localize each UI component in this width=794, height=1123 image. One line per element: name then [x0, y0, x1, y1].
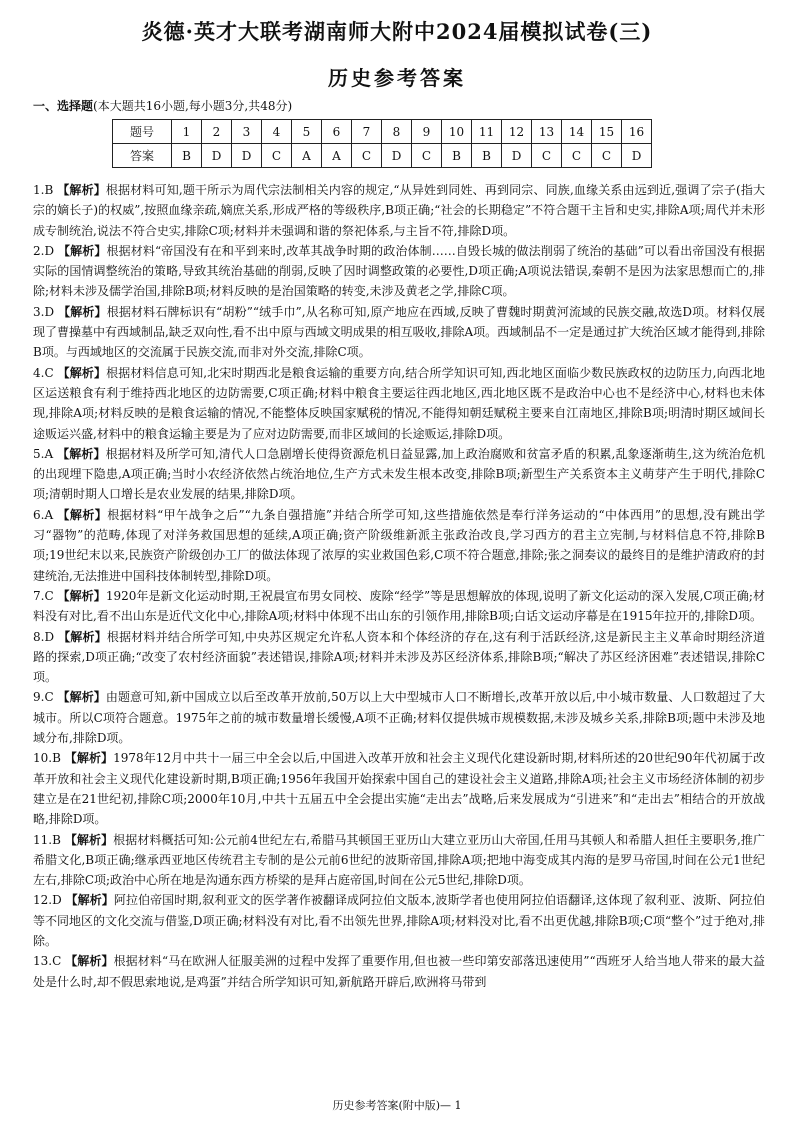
answer-table-number-row — [113, 120, 652, 144]
answer-cell: B — [172, 144, 202, 168]
question-explanation — [33, 627, 765, 688]
answer-cell: D — [622, 144, 652, 168]
answer-table-answer-row — [113, 144, 652, 168]
answer-table — [112, 119, 652, 168]
question-answer: 4.C — [33, 365, 54, 380]
question-answer: 13.C — [33, 954, 62, 969]
analysis-text: 根据材料石牌标识有“胡粉”“绒手巾”,从名称可知,原产地应在西域,反映了曹魏时期黄河流域的民族交融,故选D项。材料仅展现了曹操墓中有西域制品,缺乏双向性,看不出中原与西域文明成果的相互吸收,排除A项。西域制品不一定是通过扩大统治区域才能得到,排除B项。与西域地区的交流属于民族交流,而非对外交流,排除C项。 — [33, 304, 765, 360]
analysis-text: 由题意可知,新中国成立以后至改革开放前,50万以上大中型城市人口不断增长,改革开放以后,中小城市数量、人口数超过了大城市。所以C项符合题意。1975年之前的城市数量增长缓慢,A项不正确;材料仅提供城市规模数据,未涉及城乡关系,排除B项;题中未涉及地域分布,排除D项。 — [33, 690, 765, 746]
question-number-cell: 11 — [472, 120, 502, 144]
answer-cell: A — [292, 144, 322, 168]
analysis-tag: 【解析】 — [57, 365, 107, 380]
question-number-cell: 13 — [532, 120, 562, 144]
question-answer: 2.D — [33, 243, 55, 258]
analysis-text: 根据材料“甲午战争之后”“九条自强措施”并结合所学可知,这些措施依然是奉行洋务运动的“中体西用”的思想,没有跳出学习“器物”的范畴,体现了对洋务救国思想的延续,A项正确;资产阶级维新派主张政治改良,学习西方的君主立宪制,与材料信息不符,排除B项;19世纪末以来,民族资产阶级创办工厂的做法体现了浓厚的实业救国色彩,C项不符合题意,排除;张之洞奏议的最终目的是维护清政府的封建统治,无法推进中国科技体制转型,排除D项。 — [33, 507, 765, 583]
analysis-text: 根据材料信息可知,北宋时期西北是粮食运输的重要方向,结合所学知识可知,西北地区面临少数民族政权的边防压力,向西北地区运送粮食有利于维持西北地区的边防需要,C项正确;材料中粮食主要运往西北地区,西北地区既不是政治中心也不是经济中心,材料也未体现,排除A项;材料反映的是粮食运输的情况,不能整体反映国家赋税的情况,不能得知朝廷赋税主要来自江南地区,排除B项;明清时期区域间长途贩运兴盛,材料中的粮食运输主要是为了应对边防需要,而非区域间的长途贩运,排除D项。 — [33, 365, 765, 441]
analysis-text: 根据材料及所学可知,清代人口急剧增长使得资源危机日益显露,加上政治腐败和贫富矛盾的积累,乱象逐渐萌生,这为统治危机的出现埋下隐患,A项正确;当时小农经济依然占统治地位,生产方式未发生根本改变,排除B项;新型生产关系资本主义萌芽产生于明代,排除C项;清朝时期人口增长是农业发展的结果,排除D项。 — [33, 446, 765, 502]
analysis-tag: 【解析】 — [57, 588, 106, 603]
section-heading — [33, 97, 292, 114]
question-answer: 8.D — [33, 629, 55, 644]
analysis-tag: 【解析】 — [57, 446, 106, 461]
analysis-tag: 【解析】 — [65, 954, 114, 969]
analysis-tag: 【解析】 — [57, 507, 108, 522]
question-number-cell: 2 — [202, 120, 232, 144]
analysis-text: 阿拉伯帝国时期,叙利亚文的医学著作被翻译成阿拉伯文版本,波斯学者也使用阿拉伯语翻译,这体现了叙利亚、波斯、阿拉伯等不同地区的文化交流与借鉴,D项正确;材料没有对比,看不出领先世界,排除A项;材料没对比,看不出更优越,排除B项;C项“整个”过于绝对,排除。 — [33, 893, 765, 948]
question-answer: 11.B — [33, 832, 61, 847]
question-explanation — [33, 363, 765, 444]
question-answer: 12.D — [33, 893, 62, 908]
page-footer: 历史参考答案(附中版)— 1 — [332, 1099, 462, 1112]
answer-cell: C — [532, 144, 562, 168]
explanations — [33, 180, 765, 992]
question-number-cell: 7 — [352, 120, 382, 144]
analysis-tag: 【解析】 — [57, 690, 106, 705]
question-explanation — [33, 505, 765, 586]
answer-cell: C — [592, 144, 622, 168]
question-explanation — [33, 830, 765, 891]
question-answer: 10.B — [33, 751, 61, 766]
analysis-tag: 【解析】 — [58, 243, 107, 258]
row-label-answer: 答案 — [113, 144, 172, 168]
question-explanation — [33, 951, 765, 992]
analysis-tag: 【解析】 — [64, 751, 114, 766]
question-explanation — [33, 586, 765, 627]
answer-cell: C — [562, 144, 592, 168]
answer-cell: B — [472, 144, 502, 168]
question-explanation — [33, 241, 765, 302]
question-number-cell: 16 — [622, 120, 652, 144]
question-explanation — [33, 687, 765, 748]
analysis-text: 1920年是新文化运动时期,王祝晨宣布男女同校、废除“经学”等是思想解放的体现,说明了新文化运动的深入发展,C项正确;材料没有对比,看不出山东是近代文化中心,排除A项;材料中体现不出山东的引领作用,排除B项;白话文运动序幕是在1915年拉开的,排除D项。 — [33, 588, 765, 624]
section-label: 一、选择题 — [33, 99, 94, 113]
analysis-text: 根据材料概括可知:公元前4世纪左右,希腊马其顿国王亚历山大建立亚历山大帝国,任用马其顿人和希腊人担任主要职务,推广希腊文化,B项正确;继承西亚地区传统君主专制的是公元前6世纪的波斯帝国,排除A项;把地中海变成其内海的是罗马帝国,时间在公元1世纪左右,排除C项;政治中心所在地是沟通东西方桥梁的是拜占庭帝国,时间在公元5世纪,排除D项。 — [33, 832, 765, 888]
answer-cell: D — [382, 144, 412, 168]
question-explanation — [33, 180, 765, 241]
analysis-text: 根据材料并结合所学可知,中央苏区规定允许私人资本和个体经济的存在,这有利于活跃经济,这是新民主主义革命时期经济道路的探索,D项正确;“改变了农村经济面貌”表述错误,排除A项;材料并未涉及苏区经济体系,排除B项;“解决了苏区经济困难”表述错误,排除C项。 — [33, 629, 765, 685]
analysis-tag: 【解析】 — [58, 304, 107, 319]
question-number-cell: 9 — [412, 120, 442, 144]
answer-cell: D — [202, 144, 232, 168]
question-explanation — [33, 890, 765, 951]
analysis-tag: 【解析】 — [65, 893, 114, 908]
analysis-text: 根据材料“帝国没有在和平到来时,改革其战争时期的政治体制……自毁长城的做法削弱了统治的基础”可以看出帝国没有根据实际的国情调整统治的策略,导致其统治基础的削弱,反映了因时调整政策的必要性,D项正确;A项说法错误,秦朝不是因为法家思想而亡的,排除;材料未涉及儒学治国,排除B项;材料反映的是治国策略的转变,未涉及黄老之学,排除C项。 — [33, 243, 765, 299]
answer-cell: C — [352, 144, 382, 168]
question-answer: 1.B — [33, 183, 54, 197]
question-explanation — [33, 302, 765, 363]
answer-cell: B — [442, 144, 472, 168]
analysis-text: 根据材料可知,题干所示为周代宗法制相关内容的规定,“从异姓到同姓、再到同宗、同族,血缘关系由远到近,强调了宗子(指大宗的嫡长子)的权威”,按照血缘亲疏,嫡庶关系,形成严格的等级秩序,B项正确;“社会的长期稳定”不符合题干主旨和史实,排除A项;周代并未形成专制统治,说法不符合史实,排除C项;材料并未强调和谐的祭祀体系,与主旨不符,排除D项。 — [33, 183, 765, 238]
question-explanation — [33, 444, 765, 505]
question-answer: 6.A — [33, 507, 54, 522]
answer-cell: A — [322, 144, 352, 168]
analysis-tag: 【解析】 — [58, 629, 107, 644]
answer-cell: D — [232, 144, 262, 168]
question-answer: 7.C — [33, 588, 54, 603]
analysis-text: 根据材料“马在欧洲人征服美洲的过程中发挥了重要作用,但也被一些印第安部落迅速使用”“西班牙人给当地人带来的最大益处是什么时,却不假思索地说,是鸡蛋”并结合所学知识可知,新航路开辟后,欧洲将马带到 — [33, 954, 765, 989]
question-explanation — [33, 748, 765, 829]
analysis-tag: 【解析】 — [64, 832, 114, 847]
row-label-number: 题号 — [113, 120, 172, 144]
question-answer: 3.D — [33, 304, 55, 319]
question-number-cell: 15 — [592, 120, 622, 144]
question-answer: 5.A — [33, 446, 54, 461]
question-number-cell: 12 — [502, 120, 532, 144]
analysis-text: 1978年12月中共十一届三中全会以后,中国进入改革开放和社会主义现代化建设新时期,材料所述的20世纪90年代初属于改革开放和社会主义现代化建设新时期,B项正确;1956年我国开始探索中国自己的建设社会主义道路,排除A项;社会主义市场经济体制的初步建立是在21世纪初,排除C项;2000年10月,中共十五届五中全会提出实施“走出去”战略,后来发展成为“引进来”和“走出去”相结合的开放战略,排除D项。 — [33, 751, 765, 827]
answer-cell: D — [502, 144, 532, 168]
exam-title: 炎德·英才大联考湖南师大附中2024届模拟试卷(三) — [141, 19, 653, 44]
question-number-cell: 4 — [262, 120, 292, 144]
question-number-cell: 6 — [322, 120, 352, 144]
question-number-cell: 10 — [442, 120, 472, 144]
question-number-cell: 5 — [292, 120, 322, 144]
answer-subtitle: 历史参考答案 — [328, 66, 466, 90]
analysis-tag: 【解析】 — [57, 183, 106, 197]
question-number-cell: 1 — [172, 120, 202, 144]
question-answer: 9.C — [33, 690, 54, 705]
question-number-cell: 8 — [382, 120, 412, 144]
answer-cell: C — [262, 144, 292, 168]
answer-cell: C — [412, 144, 442, 168]
section-note: (本大题共16小题,每小题3分,共48分) — [93, 99, 293, 113]
question-number-cell: 14 — [562, 120, 592, 144]
question-number-cell: 3 — [232, 120, 262, 144]
